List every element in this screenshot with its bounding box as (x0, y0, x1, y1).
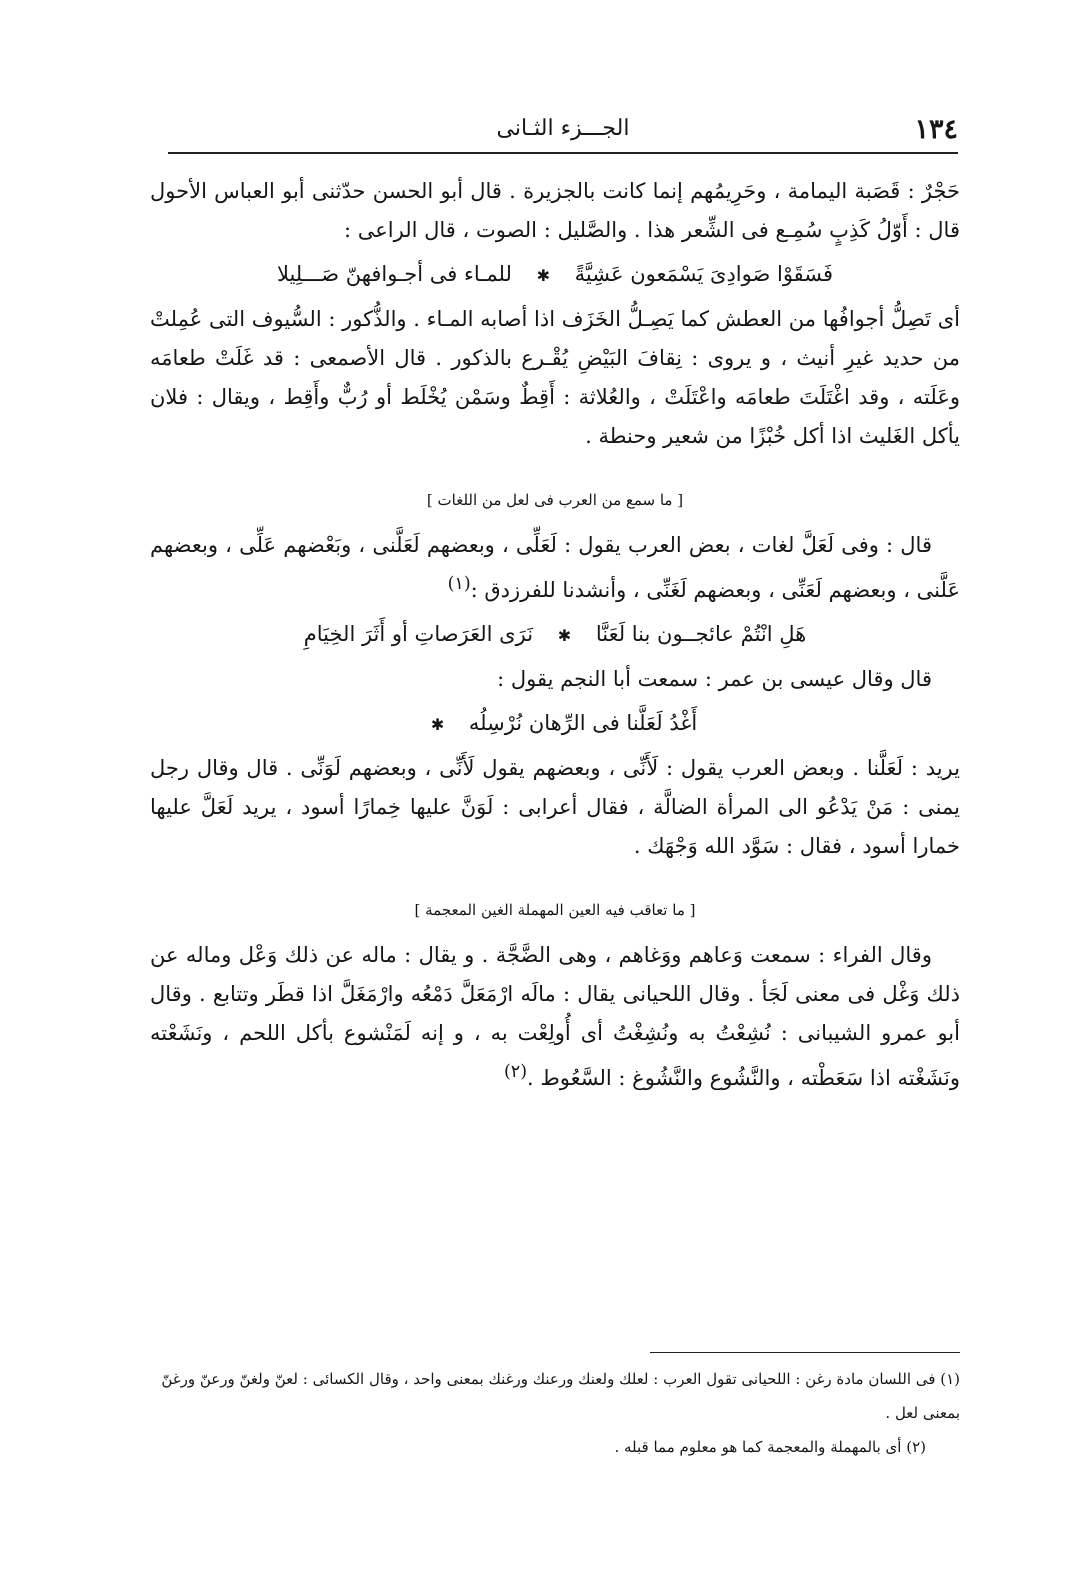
main-text (150, 172, 960, 1098)
paragraph-3 (150, 526, 960, 610)
paragraph-6-text: وقال الفراء : سمعت وَعاهم ووَغاهم ، وهى الضَّجَّة . و يقال : ماله عن ذلك وَعْل وماله عن ذلك وَغْل فى معنى لَجَأ . وقال اللحيانى يقال : مالَه ارْمَعَلَّ دَمْعُه وارْمَغَلَّ اذا قطَر وتتابع . وقال أبو عمرو الشيبانى : نُشِعْتُ به ونُشِغْتُ أى أُولِعْت به ، و إنه لَمَنْشوع بأكل اللحم ، ونَشَعْته ونَشَغْته اذا سَعَطْته ، والنَّشُوع والنَّشُوغ : السَّعُوط . (150, 943, 960, 1090)
paragraph-4: قال وقال عيسى بن عمر : سمعت أبا النجم يقول : (497, 667, 932, 691)
section-heading-1: [ ما سمع من العرب فى لعل من اللغات ] (426, 491, 684, 509)
verse-3-text: أَغْدُ لَعَلَّنا فى الرِّهان نُرْسِلُه (468, 711, 698, 735)
page-header (168, 108, 958, 152)
verse-separator-star: ✱ (536, 266, 550, 285)
running-head: الجـــزء الثـانى (496, 116, 630, 141)
header-rule (168, 152, 958, 154)
page-number: ١٣٤ (914, 114, 958, 145)
paragraph-2: أى تَصِلُّ أجوافُها من العطش كما يَصِـلُّ الخَزَف اذا أصابه المـاء . والذُّكور : السُّيوف التى عُمِلتْ من حديد غيرِ أنيث ، و يروى : نِقافَ البَيْضِ يُقْـرع بالذكور . قال الأصمعى : قد غَلَتْ طعامَه وعَلَته ، وقد اغْتَلَتَ طعامَه واعْتَلَتْ ، والعُلاثة : أَقِطٌ وسَمْن يُخْلَط أو رُبٌّ وأَقِط ، ويقال : فلان يأكل الغَليث اذا أكل خُبْزًا من شعير وحنطة . (150, 307, 960, 448)
verse-3 (150, 701, 960, 747)
verse-1-first-hemistich: فَسَقَوْا صَوادِىَ يَسْمَعون عَشِيَّةً (574, 262, 834, 286)
verse-2 (150, 612, 960, 658)
verse-separator-star: ✱ (557, 626, 572, 645)
footnote-1: (١) فى اللسان مادة رغن : اللحيانى تقول العرب : لعلك ولعنك ورعنك ورغنك بمعنى واحد ، وقال الكسائى : لعنّ ولغنّ ورعنّ ورغنّ بمعنى لعل . (161, 1370, 960, 1422)
paragraph-6 (150, 936, 960, 1098)
footnote-marker-2: (٢) (503, 1062, 528, 1082)
verse-2-second-hemistich: نَرَى العَرَصاتِ أو أَثَرَ الخِيَامِ (303, 622, 534, 646)
paragraph-1: حَجْرٌ : قَصَبة اليمامة ، وحَرِيمُهم إنما كانت بالجزيرة . قال أبو الحسن حدّثنى أبو العباس الأحول قال : أَوّلُ كَذِبٍ سُمِـع فى الشِّعر هذا . والصَّليل : الصوت ، قال الراعى : (150, 179, 960, 242)
footnote-rule (650, 1352, 960, 1353)
paragraph-3-text: قال : وفى لَعَلَّ لغات ، بعض العرب يقول : لَعَلِّى ، وبعضهم لَعَلَّنى ، وبَعْضهم عَلِّى ، وبعضهم عَلَّنى ، وبعضهم لَعَنِّى ، وبعضهم لَغَنِّى ، وأنشدنا للفرزدق : (150, 533, 960, 602)
verse-2-first-hemistich: هَلِ انْتُمْ عائجــون بنا لَعَنَّا (595, 622, 807, 646)
section-heading-2: [ ما تعاقب فيه العين المهملة الغين المعجمة ] (414, 901, 696, 919)
footnotes (160, 1362, 960, 1464)
footnote-marker-1: (١) (447, 574, 471, 594)
verse-1 (150, 252, 960, 298)
verse-1-second-hemistich: للمـاء فى أجـوافهنّ صَـــلِيلا (276, 262, 512, 286)
paragraph-5: يريد : لَعَلَّنا . وبعض العرب يقول : لَأَنِّى ، وبعضهم يقول لَأَنِّى ، وبعضهم لَوَنِّى . قال وقال رجل يمنى : مَنْ يَدْعُو الى المرأة الضالَّة ، فقال أعرابى : لَوَنَّ عليها خِمارًا أسود ، يريد لَعَلَّ عليها خمارا أسود ، فقال : سَوَّد الله وَجْهَك . (150, 756, 960, 858)
verse-star: ✱ (430, 715, 445, 734)
footnote-2: (٢) أى بالمهملة والمعجمة كما هو معلوم مما قبله . (614, 1438, 926, 1456)
